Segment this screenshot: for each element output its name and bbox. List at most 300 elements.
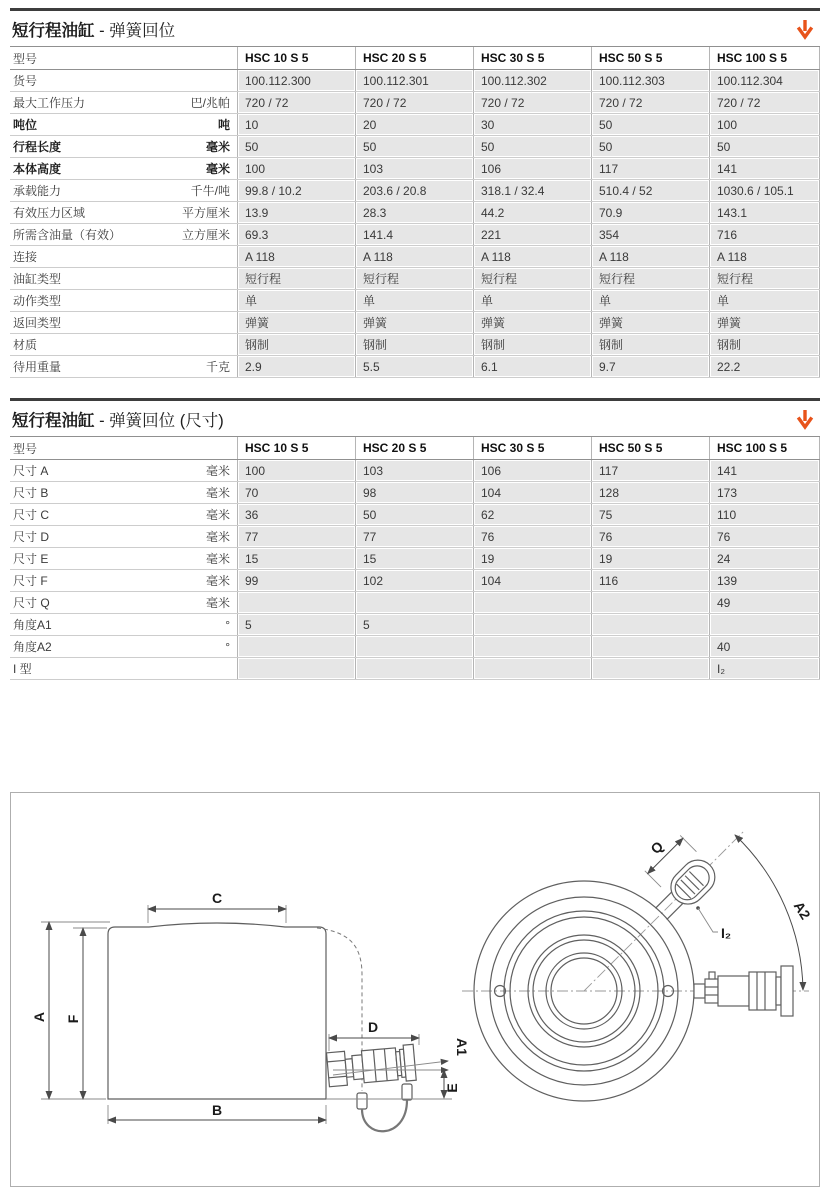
model-header-cell: HSC 20 S 5 bbox=[355, 437, 473, 459]
value-cell bbox=[709, 548, 820, 569]
value-fill: 100 bbox=[239, 159, 354, 178]
value-fill: 104 bbox=[475, 483, 590, 502]
value-cell bbox=[591, 460, 709, 481]
value-fill: 128 bbox=[593, 483, 708, 502]
value-fill: 116 bbox=[593, 571, 708, 590]
value-cell bbox=[591, 592, 709, 613]
table-row bbox=[10, 548, 820, 570]
value-fill: 106 bbox=[475, 461, 590, 480]
value-cell bbox=[591, 92, 709, 113]
value-cell bbox=[237, 592, 355, 613]
value-cell bbox=[591, 312, 709, 333]
value-cell bbox=[237, 356, 355, 377]
section-title-dimensions bbox=[10, 398, 820, 436]
value-cell bbox=[709, 334, 820, 355]
value-cell bbox=[709, 202, 820, 223]
value-fill: 318.1 / 32.4 bbox=[475, 181, 590, 200]
value-fill: 短行程 bbox=[239, 269, 354, 288]
value-fill bbox=[239, 637, 354, 656]
table-row bbox=[10, 482, 820, 504]
value-cell bbox=[355, 92, 473, 113]
dimensions-table bbox=[10, 436, 820, 680]
value-fill: 117 bbox=[593, 461, 708, 480]
table-header-row bbox=[10, 436, 820, 460]
value-fill: 100.112.302 bbox=[475, 71, 590, 90]
value-fill: 50 bbox=[593, 137, 708, 156]
value-cell bbox=[591, 180, 709, 201]
row-label-cell bbox=[10, 356, 237, 377]
dim-label-i2: I₂ bbox=[721, 925, 732, 941]
table-row bbox=[10, 356, 820, 378]
value-cell bbox=[709, 136, 820, 157]
value-fill: 钢制 bbox=[711, 335, 818, 354]
table-row bbox=[10, 312, 820, 334]
value-cell bbox=[473, 614, 591, 635]
value-cell bbox=[591, 136, 709, 157]
table-row bbox=[10, 114, 820, 136]
row-label: 有效压力区域 bbox=[13, 206, 86, 220]
value-cell bbox=[237, 636, 355, 657]
value-cell bbox=[709, 92, 820, 113]
model-header-cell: HSC 10 S 5 bbox=[237, 437, 355, 459]
value-cell bbox=[355, 180, 473, 201]
value-cell bbox=[355, 136, 473, 157]
value-fill: 50 bbox=[239, 137, 354, 156]
section-title-rest: - 弹簧回位 bbox=[94, 22, 176, 40]
value-fill: 5 bbox=[239, 615, 354, 634]
row-label: 尺寸 B bbox=[13, 486, 49, 500]
value-cell bbox=[591, 202, 709, 223]
row-label-cell bbox=[10, 548, 237, 569]
table-row bbox=[10, 136, 820, 158]
coupler-side bbox=[326, 1044, 416, 1087]
table-row bbox=[10, 224, 820, 246]
value-fill: I₂ bbox=[711, 659, 818, 678]
dim-label-a2: A2 bbox=[790, 898, 814, 923]
value-fill: 720 / 72 bbox=[239, 93, 354, 112]
value-fill: 30 bbox=[475, 115, 590, 134]
section-title-strong: 短行程油缸 bbox=[12, 412, 95, 430]
value-cell bbox=[355, 158, 473, 179]
value-fill: 40 bbox=[711, 637, 818, 656]
dim-label-f: F bbox=[65, 1014, 81, 1024]
row-label-cell bbox=[10, 180, 237, 201]
value-fill: 弹簧 bbox=[711, 313, 818, 332]
value-cell bbox=[709, 482, 820, 503]
value-cell bbox=[473, 504, 591, 525]
handle-lug bbox=[620, 824, 722, 926]
row-label: 动作类型 bbox=[13, 294, 62, 308]
row-unit: ° bbox=[225, 617, 230, 632]
value-fill: 173 bbox=[711, 483, 818, 502]
model-header-cell: HSC 10 S 5 bbox=[237, 47, 355, 69]
value-cell bbox=[591, 70, 709, 91]
value-cell bbox=[473, 526, 591, 547]
value-cell bbox=[237, 224, 355, 245]
row-unit: 吨 bbox=[217, 118, 230, 132]
value-fill: 141 bbox=[711, 159, 818, 178]
row-label: 行程长度 bbox=[13, 140, 62, 154]
value-fill: 单 bbox=[475, 291, 590, 310]
value-fill: 720 / 72 bbox=[357, 93, 472, 112]
value-cell bbox=[709, 114, 820, 135]
value-cell bbox=[591, 614, 709, 635]
row-label: 待用重量 bbox=[13, 360, 62, 374]
value-cell bbox=[709, 570, 820, 591]
value-cell bbox=[355, 70, 473, 91]
value-fill: 10 bbox=[239, 115, 354, 134]
value-cell bbox=[591, 658, 709, 679]
value-fill: A 118 bbox=[711, 247, 818, 266]
value-fill: 76 bbox=[711, 527, 818, 546]
value-cell bbox=[237, 180, 355, 201]
spec-section-performance bbox=[10, 8, 820, 378]
row-label: 角度A1 bbox=[13, 618, 52, 632]
value-fill: 钢制 bbox=[593, 335, 708, 354]
row-unit: 巴/兆帕 bbox=[190, 96, 230, 110]
table-row bbox=[10, 268, 820, 290]
value-cell bbox=[237, 482, 355, 503]
value-cell bbox=[591, 158, 709, 179]
value-cell bbox=[473, 290, 591, 311]
row-label-cell bbox=[10, 290, 237, 311]
value-cell bbox=[237, 290, 355, 311]
row-label-cell bbox=[10, 136, 237, 157]
dim-label-a1: A1 bbox=[454, 1038, 470, 1056]
value-fill: 221 bbox=[475, 225, 590, 244]
value-cell bbox=[591, 636, 709, 657]
value-cell bbox=[709, 658, 820, 679]
row-label: 所需含油量（有效） bbox=[13, 228, 122, 242]
value-fill: 720 / 72 bbox=[711, 93, 818, 112]
value-fill: 99.8 / 10.2 bbox=[239, 181, 354, 200]
model-header-cell: HSC 30 S 5 bbox=[473, 47, 591, 69]
value-fill: 5.5 bbox=[357, 357, 472, 376]
model-header-cell: HSC 30 S 5 bbox=[473, 437, 591, 459]
value-cell bbox=[473, 92, 591, 113]
value-cell bbox=[473, 224, 591, 245]
value-cell bbox=[591, 268, 709, 289]
value-fill: 100.112.304 bbox=[711, 71, 818, 90]
row-label-cell bbox=[10, 504, 237, 525]
value-cell bbox=[709, 636, 820, 657]
value-cell bbox=[709, 268, 820, 289]
value-fill: 15 bbox=[357, 549, 472, 568]
value-fill bbox=[593, 615, 708, 634]
row-label: 尺寸 E bbox=[13, 552, 49, 566]
value-cell bbox=[473, 202, 591, 223]
value-fill: 100 bbox=[239, 461, 354, 480]
value-cell bbox=[591, 334, 709, 355]
table-row bbox=[10, 526, 820, 548]
row-label: 油缸类型 bbox=[13, 272, 62, 286]
row-label: 尺寸 D bbox=[13, 530, 50, 544]
row-unit: ° bbox=[225, 639, 230, 654]
value-fill bbox=[593, 659, 708, 678]
value-cell bbox=[355, 570, 473, 591]
value-fill: 5 bbox=[357, 615, 472, 634]
table-row bbox=[10, 70, 820, 92]
value-fill: 弹簧 bbox=[475, 313, 590, 332]
value-fill: 单 bbox=[357, 291, 472, 310]
value-fill: 103 bbox=[357, 461, 472, 480]
value-fill: 720 / 72 bbox=[475, 93, 590, 112]
row-label-cell bbox=[10, 158, 237, 179]
value-cell bbox=[237, 460, 355, 481]
value-cell bbox=[473, 482, 591, 503]
table-row bbox=[10, 504, 820, 526]
value-cell bbox=[709, 504, 820, 525]
value-fill: 24 bbox=[711, 549, 818, 568]
model-header-cell: HSC 100 S 5 bbox=[709, 437, 820, 459]
model-header-cell: HSC 100 S 5 bbox=[709, 47, 820, 69]
row-label: 返回类型 bbox=[13, 316, 62, 330]
table-header-row bbox=[10, 46, 820, 70]
model-column-label: 型号 bbox=[10, 437, 237, 459]
value-cell bbox=[355, 356, 473, 377]
coupler-top bbox=[694, 966, 793, 1016]
model-column-label: 型号 bbox=[10, 47, 237, 69]
table-row bbox=[10, 614, 820, 636]
value-cell bbox=[237, 312, 355, 333]
value-fill: 141.4 bbox=[357, 225, 472, 244]
table-row bbox=[10, 290, 820, 312]
value-cell bbox=[709, 460, 820, 481]
value-fill: 99 bbox=[239, 571, 354, 590]
value-cell bbox=[709, 290, 820, 311]
value-cell bbox=[591, 526, 709, 547]
value-cell bbox=[355, 246, 473, 267]
value-cell bbox=[355, 592, 473, 613]
value-cell bbox=[709, 158, 820, 179]
value-fill: 49 bbox=[711, 593, 818, 612]
value-cell bbox=[591, 246, 709, 267]
dim-label-e: E bbox=[444, 1083, 460, 1093]
row-label: 连接 bbox=[13, 250, 38, 264]
value-cell bbox=[473, 356, 591, 377]
value-cell bbox=[237, 504, 355, 525]
value-cell bbox=[355, 224, 473, 245]
row-label-cell bbox=[10, 70, 237, 91]
value-fill: 弹簧 bbox=[357, 313, 472, 332]
value-fill: 70 bbox=[239, 483, 354, 502]
value-cell bbox=[473, 246, 591, 267]
row-unit: 毫米 bbox=[205, 596, 230, 610]
value-fill: 70.9 bbox=[593, 203, 708, 222]
value-cell bbox=[473, 592, 591, 613]
value-fill: 单 bbox=[239, 291, 354, 310]
value-cell bbox=[591, 482, 709, 503]
value-fill: 75 bbox=[593, 505, 708, 524]
value-fill: 62 bbox=[475, 505, 590, 524]
table-row bbox=[10, 92, 820, 114]
value-cell bbox=[237, 526, 355, 547]
value-fill bbox=[239, 659, 354, 678]
performance-table bbox=[10, 46, 820, 378]
row-unit: 毫米 bbox=[205, 508, 230, 522]
row-unit: 毫米 bbox=[205, 530, 230, 544]
table-row bbox=[10, 658, 820, 680]
value-fill: 钢制 bbox=[239, 335, 354, 354]
value-fill: 716 bbox=[711, 225, 818, 244]
row-label-cell bbox=[10, 636, 237, 657]
value-cell bbox=[473, 180, 591, 201]
value-fill: 104 bbox=[475, 571, 590, 590]
value-fill: 6.1 bbox=[475, 357, 590, 376]
value-fill bbox=[475, 659, 590, 678]
value-cell bbox=[473, 136, 591, 157]
section-title-rest: - 弹簧回位 (尺寸) bbox=[94, 412, 224, 430]
value-cell bbox=[709, 180, 820, 201]
value-fill: 103 bbox=[357, 159, 472, 178]
row-unit: 毫米 bbox=[205, 552, 230, 566]
value-cell bbox=[591, 504, 709, 525]
value-cell bbox=[237, 158, 355, 179]
row-label-cell bbox=[10, 592, 237, 613]
value-cell bbox=[709, 592, 820, 613]
row-unit: 千克 bbox=[205, 360, 230, 374]
value-cell bbox=[355, 202, 473, 223]
value-cell bbox=[591, 114, 709, 135]
value-fill bbox=[357, 637, 472, 656]
value-fill bbox=[357, 659, 472, 678]
download-arrow-icon[interactable] bbox=[795, 18, 815, 40]
row-label: 本体高度 bbox=[13, 162, 62, 176]
value-fill: 50 bbox=[357, 137, 472, 156]
value-fill: 354 bbox=[593, 225, 708, 244]
value-cell bbox=[355, 526, 473, 547]
value-fill: 77 bbox=[357, 527, 472, 546]
technical-drawing-panel bbox=[10, 792, 820, 1187]
dim-label-b: B bbox=[211, 1102, 223, 1118]
value-cell bbox=[237, 570, 355, 591]
value-fill: 22.2 bbox=[711, 357, 818, 376]
section-title-text bbox=[12, 17, 175, 41]
value-cell bbox=[709, 312, 820, 333]
row-unit: 毫米 bbox=[205, 486, 230, 500]
value-fill: 100.112.303 bbox=[593, 71, 708, 90]
value-fill: 28.3 bbox=[357, 203, 472, 222]
value-cell bbox=[473, 268, 591, 289]
value-fill: 2.9 bbox=[239, 357, 354, 376]
value-cell bbox=[591, 548, 709, 569]
value-fill: 69.3 bbox=[239, 225, 354, 244]
value-fill: 单 bbox=[711, 291, 818, 310]
value-fill: 短行程 bbox=[593, 269, 708, 288]
value-fill: A 118 bbox=[239, 247, 354, 266]
value-fill: 1030.6 / 105.1 bbox=[711, 181, 818, 200]
value-fill bbox=[239, 593, 354, 612]
table-row bbox=[10, 180, 820, 202]
row-unit: 千牛/吨 bbox=[190, 184, 230, 198]
value-cell bbox=[237, 548, 355, 569]
value-cell bbox=[237, 614, 355, 635]
value-fill: 19 bbox=[475, 549, 590, 568]
value-cell bbox=[709, 246, 820, 267]
row-label: 角度A2 bbox=[13, 640, 52, 654]
row-label: 尺寸 F bbox=[13, 574, 48, 588]
value-fill: A 118 bbox=[357, 247, 472, 266]
value-cell bbox=[355, 482, 473, 503]
table-row bbox=[10, 202, 820, 224]
value-cell bbox=[709, 356, 820, 377]
value-cell bbox=[473, 570, 591, 591]
row-label-cell bbox=[10, 570, 237, 591]
row-unit: 毫米 bbox=[205, 574, 230, 588]
value-cell bbox=[237, 202, 355, 223]
row-label: 承载能力 bbox=[13, 184, 62, 198]
model-header-cell: HSC 20 S 5 bbox=[355, 47, 473, 69]
technical-drawing bbox=[11, 793, 819, 1186]
value-cell bbox=[473, 312, 591, 333]
row-unit: 毫米 bbox=[205, 140, 230, 154]
value-fill: 弹簧 bbox=[593, 313, 708, 332]
value-cell bbox=[237, 114, 355, 135]
row-label: 尺寸 Q bbox=[13, 596, 50, 610]
side-view bbox=[31, 890, 470, 1131]
value-fill: 139 bbox=[711, 571, 818, 590]
value-fill: 50 bbox=[475, 137, 590, 156]
row-label: I 型 bbox=[13, 662, 32, 676]
value-fill bbox=[593, 637, 708, 656]
spec-section-dimensions bbox=[10, 398, 820, 680]
table-row bbox=[10, 334, 820, 356]
value-fill: 203.6 / 20.8 bbox=[357, 181, 472, 200]
value-cell bbox=[237, 334, 355, 355]
value-fill: 短行程 bbox=[357, 269, 472, 288]
section-title-strong: 短行程油缸 bbox=[12, 22, 95, 40]
row-unit: 平方厘米 bbox=[181, 206, 230, 220]
section-title-text bbox=[12, 407, 224, 431]
row-label-cell bbox=[10, 92, 237, 113]
value-cell bbox=[355, 334, 473, 355]
row-label: 货号 bbox=[13, 74, 38, 88]
value-cell bbox=[355, 312, 473, 333]
value-fill: 50 bbox=[593, 115, 708, 134]
value-fill: 短行程 bbox=[711, 269, 818, 288]
row-label-cell bbox=[10, 614, 237, 635]
row-label: 尺寸 C bbox=[13, 508, 50, 522]
value-fill: 77 bbox=[239, 527, 354, 546]
value-cell bbox=[591, 290, 709, 311]
download-arrow-icon[interactable] bbox=[795, 408, 815, 430]
top-view bbox=[462, 824, 814, 1101]
row-label: 吨位 bbox=[13, 118, 38, 132]
value-fill: 44.2 bbox=[475, 203, 590, 222]
row-label-cell bbox=[10, 526, 237, 547]
value-fill bbox=[475, 637, 590, 656]
value-fill: 钢制 bbox=[475, 335, 590, 354]
value-cell bbox=[237, 268, 355, 289]
value-cell bbox=[355, 548, 473, 569]
table-row bbox=[10, 592, 820, 614]
value-cell bbox=[591, 224, 709, 245]
value-cell bbox=[591, 570, 709, 591]
value-fill: 76 bbox=[593, 527, 708, 546]
row-label-cell bbox=[10, 224, 237, 245]
value-cell bbox=[709, 224, 820, 245]
value-fill: 110 bbox=[711, 505, 818, 524]
table-row bbox=[10, 460, 820, 482]
value-cell bbox=[709, 526, 820, 547]
value-cell bbox=[355, 114, 473, 135]
value-cell bbox=[473, 158, 591, 179]
row-label-cell bbox=[10, 482, 237, 503]
value-fill: 13.9 bbox=[239, 203, 354, 222]
value-fill: 720 / 72 bbox=[593, 93, 708, 112]
value-cell bbox=[237, 658, 355, 679]
row-label-cell bbox=[10, 312, 237, 333]
